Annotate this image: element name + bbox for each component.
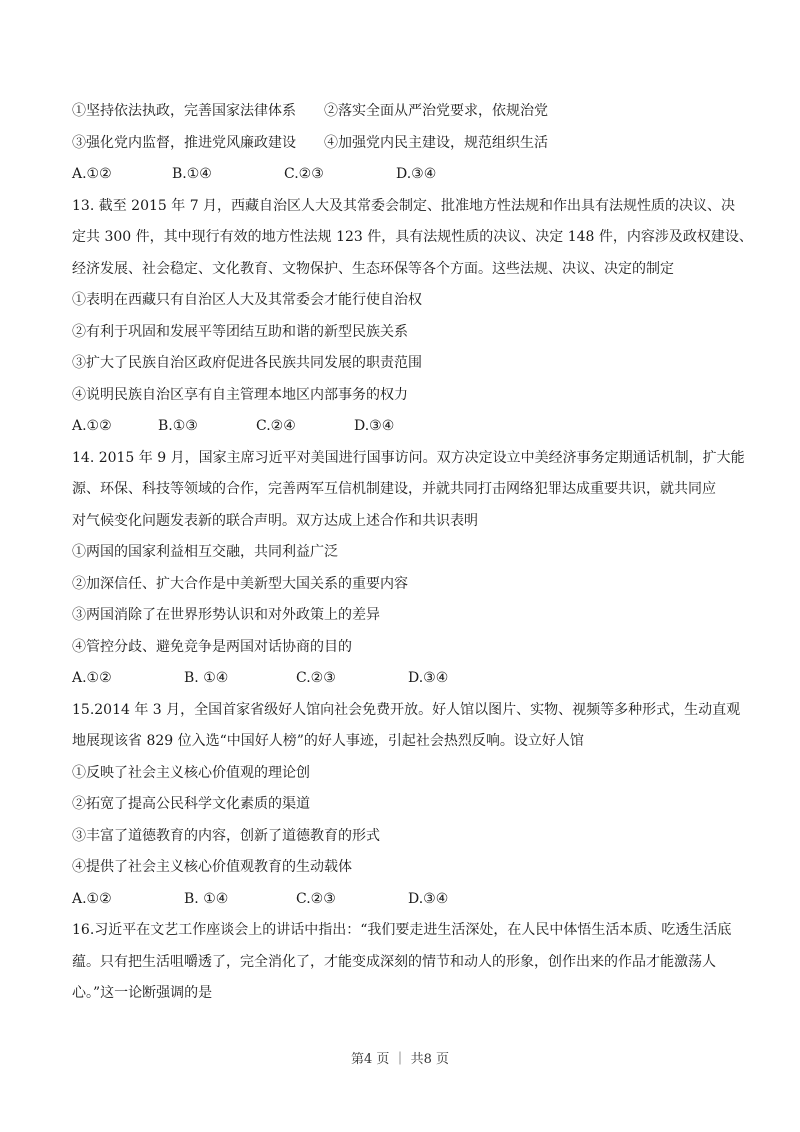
q12-option-b: B.①④ [172,166,212,182]
q12-option-c: C.②③ [284,166,324,182]
q16-stem-line-1: 16.习近平在文艺工作座谈会上的讲话中指出：“我们要走进生活深处，在人民中体悟生活本质、吃透生活底 [72,922,732,938]
q14-option-c: C.②③ [296,670,336,686]
q15-option-d: D.③④ [408,890,449,907]
q13-item-3: ③扩大了民族自治区政府促进各民族共同发展的职责范围 [72,355,422,371]
q13-stem-line-1: 13. 截至 2015 年 7 月，西藏自治区人大及其常委会制定、批准地方性法规和作出具有法规性质的决议、决 [72,197,736,214]
q14-option-a: A.①② [72,670,112,686]
q12-item-row-1 [72,96,732,128]
page-footer: 第4 页 ｜ 共8 页 [350,1052,450,1067]
q15-option-a: A.①② [72,890,112,907]
q16-stem-line-2: 蕴。只有把生活咀嚼透了，完全消化了，才能变成深刻的情节和动人的形象，创作出来的作品才能激荡人 [72,953,716,970]
q15-item-4: ④提供了社会主义核心价值观教育的生动载体 [72,859,352,875]
q15-item-1: ①反映了社会主义核心价值观的理论创 [72,764,310,781]
q13-stem-line-2: 定共 300 件，其中现行有效的地方性法规 123 件，具有法规性质的决议、决定 148 件，内容涉及政权建设、 [72,229,753,245]
q15-option-c: C.②③ [296,890,336,907]
q14-item-1: ①两国的国家利益相互交融，共同利益广泛 [72,544,338,560]
q12-option-d: D.③④ [396,166,437,182]
q14-option-b: B. ①④ [184,670,229,686]
q14-options [72,663,732,695]
q14-item-3: ③两国消除了在世界形势认识和对外政策上的差异 [72,607,380,623]
q12-item-3: ③强化党内监督，推进党风廉政建设 [72,134,296,151]
q13-option-b: B.①③ [158,418,198,434]
q12-item-2: ②落实全面从严治党要求，依规治党 [324,103,548,119]
q13-stem-line-3: 经济发展、社会稳定、文化教育、文物保护、生态环保等各个方面。这些法规、决议、决定的制定 [72,260,674,277]
q15-item-3: ③丰富了道德教育的内容，创新了道德教育的形式 [72,827,380,844]
q12-item-1: ①坚持依法执政，完善国家法律体系 [72,103,296,119]
q15-stem-line-1: 15.2014 年 3 月，全国首家省级好人馆向社会免费开放。好人馆以图片、实物、视频等多种形式，生动直观 [72,701,741,718]
q13-options [72,411,732,443]
q14-option-d: D.③④ [408,670,449,686]
q14-stem-line-1: 14. 2015 年 9 月，国家主席习近平对美国进行国事访问。双方决定设立中美经济事务定期通话机制，扩大能 [72,449,745,466]
document-page [72,96,753,1010]
q15-option-b: B. ①④ [184,890,229,907]
q15-stem-line-2: 地展现该省 829 位入选“中国好人榜”的好人事迹，引起社会热烈反响。设立好人馆 [72,733,584,749]
q16-stem-line-3: 心。”这一论断强调的是 [72,985,213,1001]
q13-item-2: ②有利于巩固和发展平等团结互助和谐的新型民族关系 [72,323,408,340]
q13-item-1: ①表明在西藏只有自治区人大及其常委会才能行使自治权 [72,292,422,308]
q14-item-4: ④管控分歧、避免竞争是两国对话协商的目的 [72,638,352,655]
q13-item-4: ④说明民族自治区享有自主管理本地区内部事务的权力 [72,386,408,403]
q15-options [72,884,732,916]
q13-option-c: C.②④ [256,418,296,434]
q12-item-4: ④加强党内民主建设，规范组织生活 [324,134,548,151]
q14-stem-line-3: 对气候变化问题发表新的联合声明。双方达成上述合作和共识表明 [72,512,478,529]
q12-option-a: A.①② [72,166,112,182]
q14-item-2: ②加深信任、扩大合作是中美新型大国关系的重要内容 [72,575,408,592]
q13-option-a: A.①② [72,418,112,434]
q12-item-row-2 [72,128,732,160]
q12-options [72,159,732,191]
q13-option-d: D.③④ [354,418,395,434]
q14-stem-line-2: 源、环保、科技等领域的合作，完善两军互信机制建设，并就共同打击网络犯罪达成重要共识，就共同应 [72,481,716,497]
q15-item-2: ②拓宽了提高公民科学文化素质的渠道 [72,796,310,812]
